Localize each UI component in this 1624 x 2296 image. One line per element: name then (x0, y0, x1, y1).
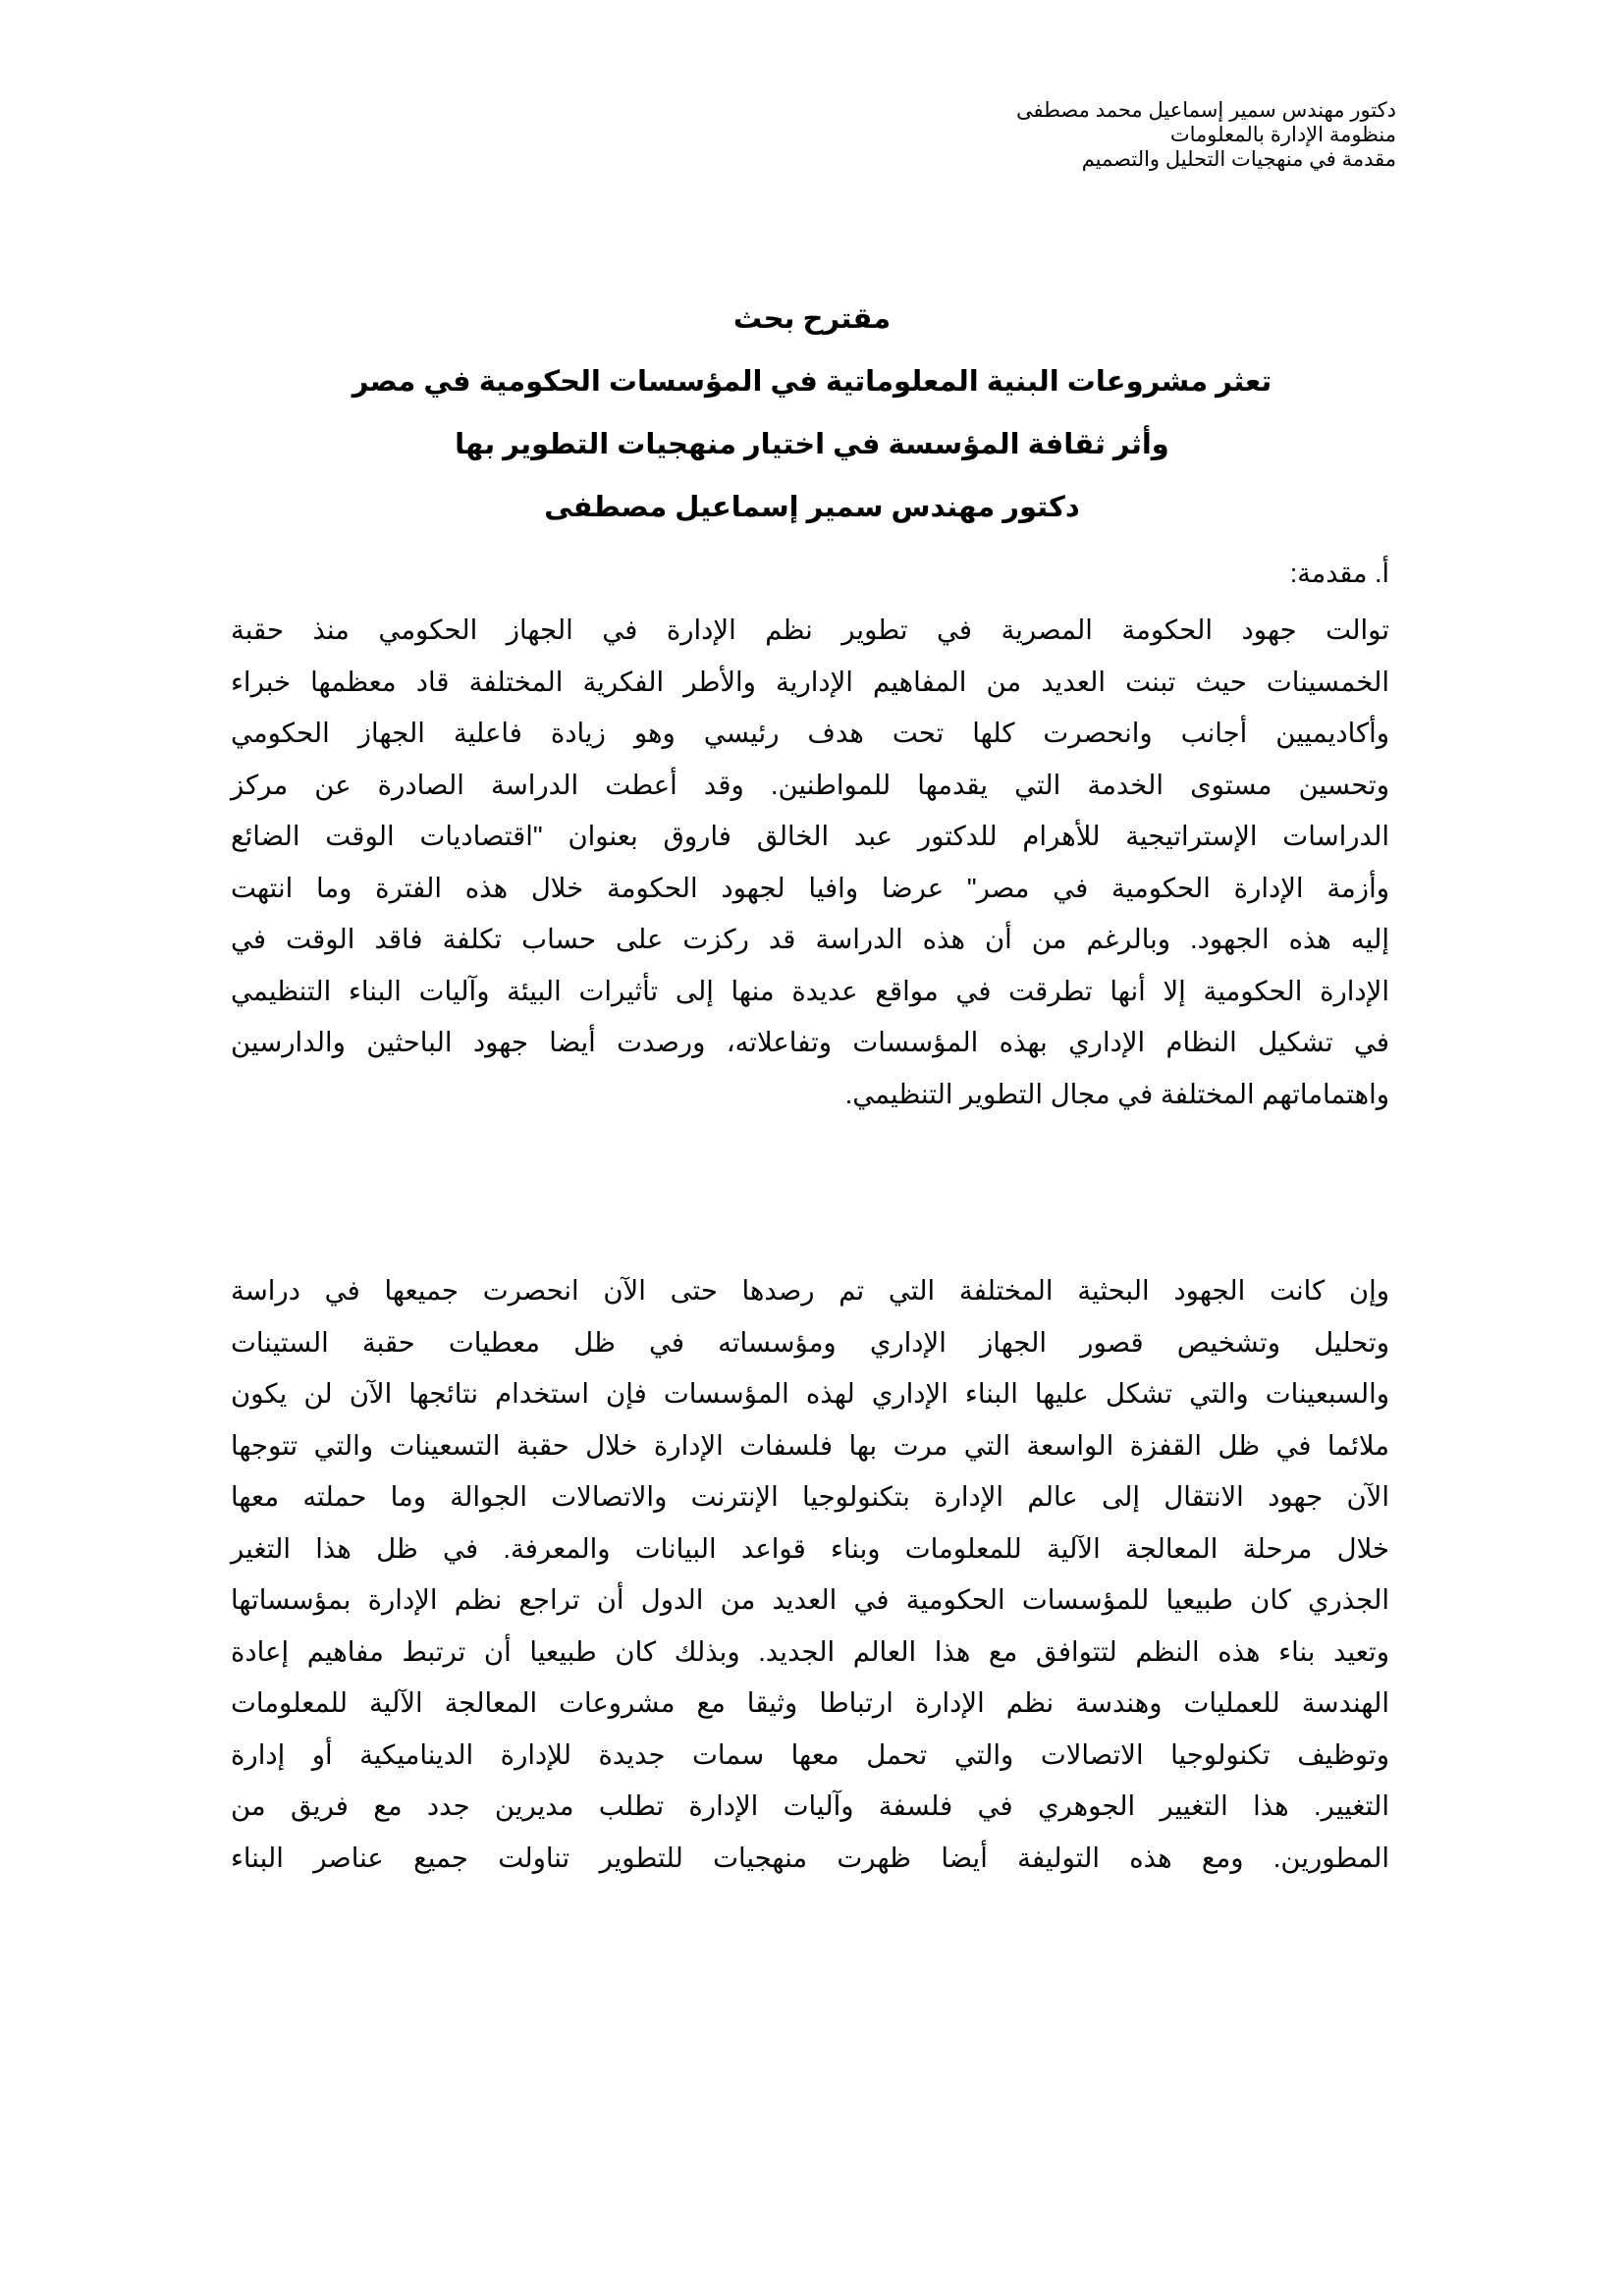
title-line-1: تعثر مشروعات البنية المعلوماتية في المؤسسات الحكومية في مصر (352, 366, 1272, 398)
title-author: دكتور مهندس سمير إسماعيل مصطفى (544, 492, 1080, 523)
title-line-2: وأثر ثقافة المؤسسة في اختيار منهجيات التطوير بها (455, 429, 1169, 460)
text-line: وتحسين مستوى الخدمة التي يقدمها للمواطنين. وقد أعطت الدراسة الصادرة عن مركز (231, 769, 1389, 800)
text-line: المطورين. ومع هذه التوليفة أيضا ظهرت منهجيات للتطوير تناولت جميع عناصر البناء (231, 1842, 1389, 1873)
text-line: وتحليل وتشخيص قصور الجهاز الإداري ومؤسساته في ظل معطيات حقبة الستينات (231, 1326, 1389, 1358)
text-line: خلال مرحلة المعالجة الآلية للمعلومات وبناء قواعد البيانات والمعرفة. في ظل هذا التغير (231, 1532, 1389, 1564)
title-label: مقترح بحث (732, 303, 892, 335)
text-line: الدراسات الإستراتيجية للأهرام للدكتور عبد الخالق فاروق بعنوان "اقتصاديات الوقت الضائع (231, 821, 1389, 851)
header-subject: منظومة الإدارة بالمعلومات (1169, 124, 1396, 146)
text-line: وأزمة الإدارة الحكومية في مصر" عرضا وافيا لجهود الحكومة خلال هذه الفترة وما انتهت (231, 872, 1389, 903)
text-line: واهتماماتهم المختلفة في مجال التطوير التنظيمي. (844, 1078, 1389, 1109)
text-line: الآن جهود الانتقال إلى عالم الإدارة بتكنولوجيا الإنترنت والاتصالات الجوالة وما حملته معها (231, 1481, 1389, 1512)
paragraph-2 (231, 1265, 1389, 1884)
text-line: الخمسينات حيث تبنت العديد من المفاهيم الإدارية والأطر الفكرية المختلفة قاد معظمها خبراء (231, 666, 1389, 697)
page-header (1016, 98, 1396, 172)
text-line: التغيير. هذا التغيير الجوهري في فلسفة وآليات الإدارة تطلب مديرين جدد مع فريق من (231, 1790, 1389, 1821)
text-line: ملائما في ظل القفزة الواسعة التي مرت بها فلسفات الإدارة خلال حقبة التسعينات والتي تتوجها (231, 1429, 1389, 1461)
text-line: وإن كانت الجهود البحثية المختلفة التي تم رصدها حتى الآن انحصرت جميعها في دراسة (231, 1275, 1389, 1306)
text-line: وتعيد بناء هذه النظم لتتوافق مع هذا العالم الجديد. وبذلك كان طبيعيا أن ترتبط مفاهيم إعادة (231, 1635, 1389, 1667)
header-author: دكتور مهندس سمير إسماعيل محمد مصطفى (1016, 99, 1396, 122)
text-line: الجذري كان طبيعيا للمؤسسات الحكومية في العديد من الدول أن تراجع نظم الإدارة بمؤسساتها (231, 1584, 1389, 1615)
text-line: إليه هذه الجهود. وبالرغم من أن هذه الدراسة قد ركزت على حساب تكلفة فاقد الوقت في (231, 924, 1389, 954)
text-line: وتوظيف تكنولوجيا الاتصالات والتي تحمل معها سمات جديدة للإدارة الديناميكية أو إدارة (231, 1738, 1389, 1770)
text-line: في تشكيل النظام الإداري بهذه المؤسسات وتفاعلاته، ورصدت أيضا جهود الباحثين والدارسين (231, 1027, 1389, 1057)
title-block (0, 288, 1624, 539)
text-line: توالت جهود الحكومة المصرية في تطوير نظم الإدارة في الجهاز الحكومي منذ حقبة (231, 614, 1389, 645)
text-line: الهندسة للعمليات وهندسة نظم الإدارة ارتباطا وثيقا مع مشروعات المعالجة الآلية للمعلومات (231, 1687, 1389, 1718)
header-course: مقدمة في منهجيات التحليل والتصميم (1081, 148, 1396, 171)
text-line: الإدارة الحكومية إلا أنها تطرقت في مواقع عديدة منها إلى تأثيرات البيئة وآليات البناء التنظيمي (231, 975, 1389, 1006)
text-line: وأكاديميين أجانب وانحصرت كلها تحت هدف رئيسي وهو زيادة فاعلية الجهاز الحكومي (231, 718, 1389, 748)
section-heading: أ. مقدمة: (1289, 559, 1389, 588)
text-line: والسبعينات والتي تشكل عليها البناء الإداري لهذه المؤسسات فإن استخدام نتائجها الآن لن يكون (231, 1378, 1389, 1409)
paragraph-1 (231, 605, 1389, 1120)
